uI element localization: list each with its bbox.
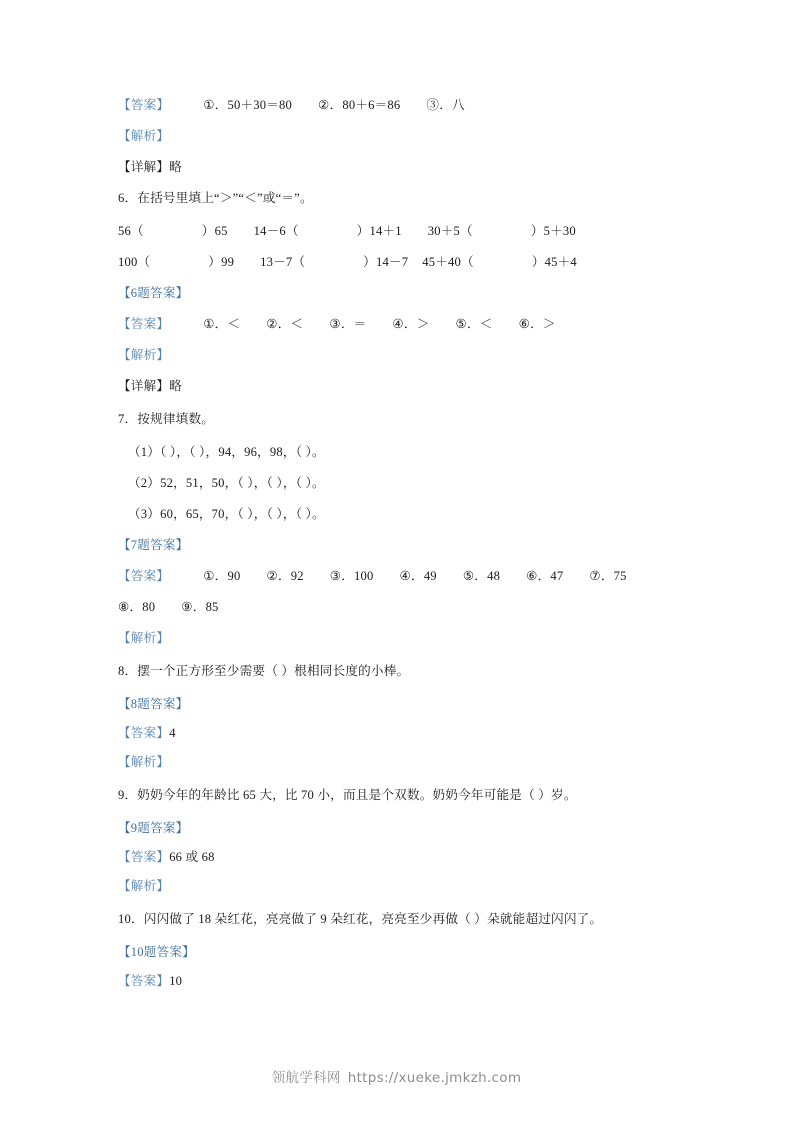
answer-item: ③．八 (426, 98, 465, 112)
exercise-cell: ）14－7 (363, 255, 409, 269)
footer-watermark (0, 1066, 793, 1086)
question-10-answer-heading (118, 946, 693, 975)
answer-item: ⑤．＜ (455, 317, 493, 331)
question-6-detail-row (118, 380, 693, 413)
answer-item: ⑥．47 (526, 569, 564, 583)
answer-item: ③．100 (329, 569, 374, 583)
answer-heading-label: 【9题答案】 (118, 821, 189, 835)
answer-value: 4 (169, 726, 176, 740)
question-text: 8．摆一个正方形至少需要（ ）根相同长度的小棒。 (118, 664, 410, 678)
sub-item-text: （1）（ ），（ ），94，96，98，（ ）。 (128, 445, 325, 459)
question-7-sub-1 (118, 446, 693, 477)
question-text: 7．按规律填数。 (118, 412, 215, 426)
exercise-cell: 56（ (118, 224, 144, 238)
exercise-cell: 30＋5（ (427, 224, 473, 238)
answer-item: ④．＞ (392, 317, 430, 331)
answer-item: ⑧．80 (118, 600, 156, 614)
exercise-cell: ）65 (201, 224, 228, 238)
question-7-sub-2 (118, 477, 693, 508)
answer-label: 【答案】 (118, 98, 170, 112)
sub-item-text: （2）52，51，50，（ ），（ ），（ ）。 (128, 476, 325, 490)
answer-item: ①．50＋30＝80 (203, 98, 293, 112)
question-7-answer-row-continued (118, 601, 693, 632)
exercise-cell: ）5＋30 (530, 224, 576, 238)
sub-item-text: （3）60，65，70，（ ），（ ），（ ）。 (128, 507, 325, 521)
analysis-label: 【解析】 (118, 348, 170, 362)
answer-item: ④．49 (399, 569, 437, 583)
answer-heading-label: 【10题答案】 (118, 945, 195, 959)
analysis-label: 【解析】 (118, 879, 170, 893)
question-6-answer-row (118, 318, 693, 349)
exercise-cell: ）45＋4 (531, 255, 577, 269)
answer-item: ①．＜ (203, 317, 241, 331)
question-6-row-2 (118, 256, 693, 287)
detail-text: 略 (169, 379, 182, 393)
answer-item: ②．＜ (266, 317, 304, 331)
q5-detail-row (118, 161, 693, 192)
question-8-analysis-row (118, 756, 693, 789)
question-10-stem (118, 913, 693, 946)
question-9-answer-heading (118, 822, 693, 851)
answer-label: 【答案】 (118, 974, 170, 988)
answer-item: ⑥．＞ (518, 317, 556, 331)
answer-item: ⑨．85 (181, 600, 219, 614)
q5-analysis-row (118, 130, 693, 161)
question-8-stem (118, 665, 693, 698)
question-9-analysis-row (118, 880, 693, 913)
answer-heading-label: 【8题答案】 (118, 697, 189, 711)
footer-url: https://xueke.jmkzh.com (347, 1070, 522, 1086)
question-9-answer-row (118, 851, 693, 880)
question-7-answer-heading (118, 539, 693, 570)
question-6-analysis-row (118, 349, 693, 380)
question-text: 10．闪闪做了 18 朵红花，亮亮做了 9 朵红花，亮亮至少再做（ ）朵就能超过闪闪了。 (118, 912, 603, 926)
footer-site-name: 领航学科网 (271, 1070, 341, 1086)
answer-label: 【答案】 (118, 850, 170, 864)
exercise-cell: 45＋40（ (422, 255, 474, 269)
question-10-answer-row (118, 975, 693, 1004)
answer-item: ①．90 (203, 569, 241, 583)
answer-item: ⑦．75 (589, 569, 627, 583)
answer-item: ②．92 (266, 569, 304, 583)
question-8-answer-heading (118, 698, 693, 727)
question-7-analysis-row (118, 632, 693, 665)
question-6-stem (118, 192, 693, 225)
answer-value: 10 (169, 974, 183, 988)
detail-label: 【详解】 (118, 160, 170, 174)
answer-item: ③．＝ (329, 317, 367, 331)
question-6-row-1 (118, 225, 693, 256)
exercise-cell: ）14＋1 (356, 224, 402, 238)
answer-item: ②．80＋6＝86 (318, 98, 401, 112)
answer-value: 66 或 68 (169, 850, 215, 864)
analysis-label: 【解析】 (118, 631, 170, 645)
answer-label: 【答案】 (118, 726, 170, 740)
exercise-cell: 14－6（ (253, 224, 299, 238)
answer-label: 【答案】 (118, 317, 170, 331)
exercise-cell: 100（ (118, 255, 151, 269)
question-9-stem (118, 789, 693, 822)
question-6-answer-heading (118, 287, 693, 318)
q5-answer-row (118, 99, 693, 130)
answer-item: ⑤．48 (462, 569, 501, 583)
question-7-sub-3 (118, 508, 693, 539)
question-8-answer-row (118, 727, 693, 756)
analysis-label: 【解析】 (118, 129, 170, 143)
exercise-cell: 13－7（ (260, 255, 306, 269)
exercise-cell: ）99 (208, 255, 235, 269)
detail-label: 【详解】 (118, 379, 170, 393)
question-7-answer-row (118, 570, 693, 601)
answer-heading-label: 【6题答案】 (118, 286, 189, 300)
question-text: 9．奶奶今年的年龄比 65 大，比 70 小，而且是个双数。奶奶今年可能是（ ）岁。 (118, 788, 577, 802)
question-text: 6．在括号里填上“＞”“＜”或“＝”。 (118, 191, 313, 205)
answer-heading-label: 【7题答案】 (118, 538, 189, 552)
detail-text: 略 (169, 160, 182, 174)
answer-label: 【答案】 (118, 569, 170, 583)
analysis-label: 【解析】 (118, 755, 170, 769)
document-content (118, 99, 693, 1004)
question-7-stem (118, 413, 693, 446)
